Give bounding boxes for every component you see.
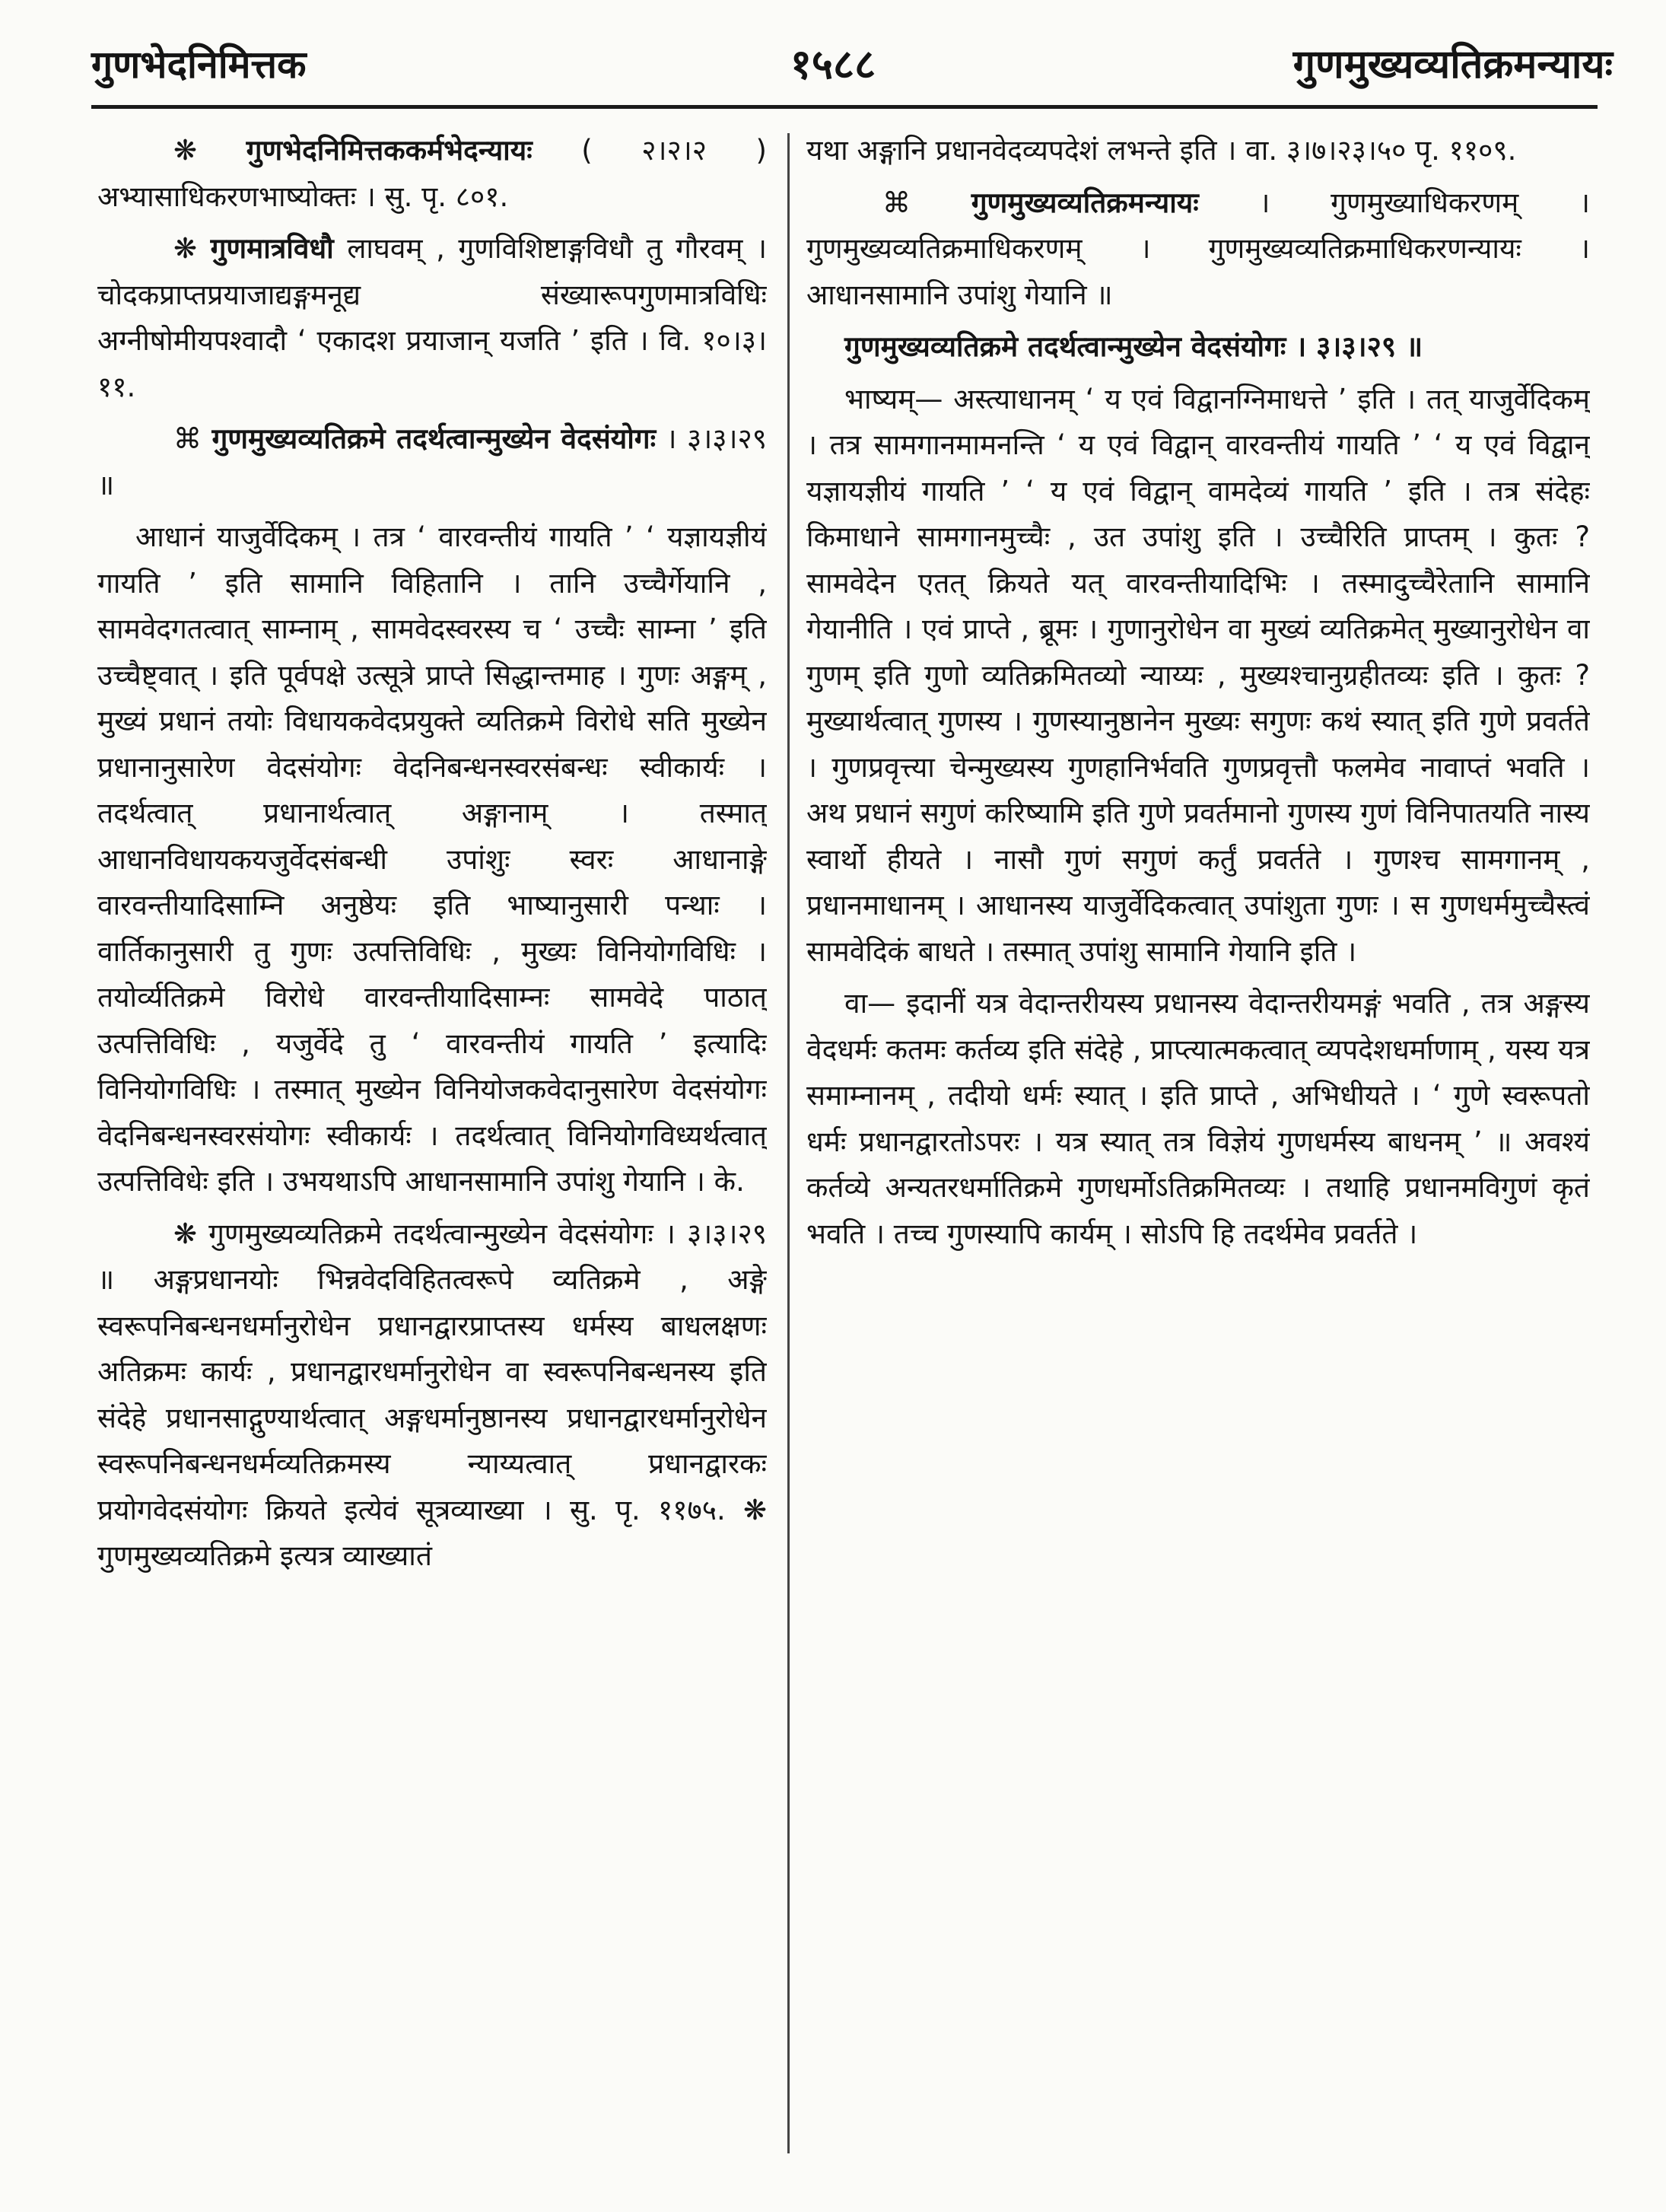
asterisk-icon: ❋ [173,232,198,265]
entry-text: लाघवम् , गुणविशिष्टाङ्गविधौ तु गौरवम् । चोदकप्राप्तप्रयाजाद्यङ्गमनूद्य संख्यारूपगुणमात्रविधिः अग्नीषोमीयपश्वादौ ‘ एकादश प्रयाजान् यजति ’ इति । वि. १०।३।११. [97,232,767,403]
entry-text: गुणमुख्यव्यतिक्रमे तदर्थत्वान्मुख्येन वेदसंयोगः । ३।३।२९ ॥ अङ्गप्रधानयोः भिन्नवेदविहितत्वरूपे व्यतिक्रमे , अङ्गे स्वरूपनिबन्धनधर्मानुरोधेन प्रधानद्वारप्राप्तस्य धर्मस्य बाधलक्षणः अतिक्रमः कार्यः , प्रधानद्वारधर्मानुरोधेन वा स्वरूपनिबन्धनस्य इति संदेहे प्रधानसाद्गुण्यार्थत्वात् अङ्गधर्मानुष्ठानस्य प्रधानद्वारधर्मानुरोधेन स्वरूपनिबन्धनधर्मव्यतिक्रमस्य न्याय्यत्वात् प्रधानद्वारकः प्रयोगवेदसंयोगः क्रियते इत्येवं सूत्रव्याख्या । सु. पृ. ११७५. ❋ गुणमुख्यव्यतिक्रमे इत्यत्र व्याख्यातं [97,1217,767,1572]
asterisk-icon: ❋ [173,134,198,167]
asterisk-icon: ❋ [173,1217,198,1250]
entry-heading: गुणमात्रविधौ [210,232,334,265]
entry-subodhini [97,1211,767,1580]
header-rule [91,105,1598,109]
entry-text: ( २।२।२ ) अभ्यासाधिकरणभाष्योक्तः । सु. पृ. ८०१. [97,134,767,213]
section-symbol-icon: ⌘ [173,422,202,455]
entry-heading: गुणमुख्यव्यतिक्रमे तदर्थत्वान्मुख्येन वेदसंयोगः [211,422,657,455]
left-column [97,128,767,2161]
bhashya-paragraph: भाष्यम्— अस्त्याधानम् ‘ य एवं विद्वानग्निमाधत्ते ’ इति । तत् याजुर्वेदिकम् । तत्र सामगानमामनन्ति ‘ य एवं विद्वान् वारवन्तीयं गायति ’ ‘ य एवं विद्वान् यज्ञायज्ञीयं गायति ’ ‘ य एवं विद्वान् वामदेव्यं गायति ’ इति । तत्र संदेहः किमाधाने सामगानमुच्चैः , उत उपांशु इति । उच्चैरिति प्राप्तम् । कुतः ? सामवेदेन एतत् क्रियते यत् वारवन्तीयादिभिः । तस्मादुच्चैरेतानि सामानि गेयानीति । एवं प्राप्ते , ब्रूमः । गुणानुरोधेन वा मुख्यं व्यतिक्रमेत् मुख्यानुरोधेन वा गुणम् इति गुणो व्यतिक्रमितव्यो न्याय्यः , मुख्यश्चानुग्रहीतव्यः इति । कुतः ? मुख्यार्थत्वात् गुणस्य । गुणस्यानुष्ठानेन मुख्यः सगुणः कथं स्यात् इति गुणे प्रवर्तते । गुणप्रवृत्त्या चेन्मुख्यस्य गुणहानिर्भवति गुणप्रवृत्तौ फलमेव नावाप्तं भवति । अथ प्रधानं सगुणं करिष्यामि इति गुणे प्रवर्तमानो गुणस्य गुणं विनिपातयति नास्य स्वार्थो हीयते । नासौ गुणं सगुणं कर्तुं प्रवर्तते । गुणश्च सामगानम् , प्रधानमाधानम् । आधानस्य याजुर्वेदिकत्वात् उपांशुता गुणः । स गुणधर्ममुच्चैस्त्वं सामवेदिकं बाधते । तस्मात् उपांशु सामानि गेयानि इति । [806,382,1590,968]
entry-gunamatra-vidhau [97,226,767,410]
sutra-heading: गुणमुख्यव्यतिक्रमे तदर्थत्वान्मुख्येन वेदसंयोगः । ३।३।२९ ॥ [844,330,1423,363]
running-header-right: गुणमुख्यव्यतिक्रमन्यायः [1292,42,1613,88]
right-column [806,128,1590,2161]
entry-sutra-heading [97,416,767,508]
entry-gunamukhya-vyatikrama-nyaya [806,180,1590,319]
vartika-paragraph: वा— इदानीं यत्र वेदान्तरीयस्य प्रधानस्य वेदान्तरीयमङ्गं भवति , तत्र अङ्गस्य वेदधर्मः कतमः कर्तव्य इति संदेहे , प्राप्त्यात्मकत्वात् व्यपदेशधर्माणाम् , यस्य यत्र समाम्नानम् , तदीयो धर्मः स्यात् । इति प्राप्ते , अभिधीयते । ‘ गुणे स्वरूपतो धर्मः प्रधानद्वारतोऽपरः । यत्र स्यात् तत्र विज्ञेयं गुणधर्मस्य बाधनम् ’ ॥ अवश्यं कर्तव्ये अन्यतरधर्मातिक्रमे गुणधर्मोऽतिक्रमितव्यः । तथाहि प्रधानमविगुणं कृतं भवति । तच्च गुणस्यापि कार्यम् । सोऽपि हि तदर्थमेव प्रवर्तते । [806,987,1590,1250]
entry-text: । ३।३।२९ ॥ [97,422,767,501]
continued-text: यथा अङ्गानि प्रधानवेदव्यपदेशं लभन्ते इति । वा. ३।७।२३।५० पृ. ११०९. [806,134,1517,167]
entry-gunabheda-nimittaka [97,128,767,220]
section-symbol-icon: ⌘ [882,186,911,219]
entry-heading: गुणमुख्यव्यतिक्रमन्यायः [971,186,1199,219]
entry-text: । गुणमुख्याधिकरणम् । गुणमुख्यव्यतिक्रमाधिकरणम् । गुणमुख्यव्यतिक्रमाधिकरणन्यायः । आधानसामानि उपांशु गेयानि ॥ [806,186,1590,311]
running-header-left: गुणभेदनिमित्तक [91,43,307,87]
entry-heading: गुणभेदनिमित्तककर्मभेदन्यायः [246,134,533,167]
column-divider [787,133,790,2153]
page-number: १५८८ [790,40,876,88]
commentary-paragraph: आधानं याजुर्वेदिकम् । तत्र ‘ वारवन्तीयं गायति ’ ‘ यज्ञायज्ञीयं गायति ’ इति सामानि विहितानि । तानि उच्चैर्गेयानि , सामवेदगतत्वात् साम्नाम् , सामवेदस्वरस्य च ‘ उच्चैः साम्ना ’ इति उच्चैष्ट्वात् । इति पूर्वपक्षे उत्सूत्रे प्राप्ते सिद्धान्तमाह । गुणः अङ्गम् , मुख्यं प्रधानं तयोः विधायकवेदप्रयुक्ते व्यतिक्रमे विरोधे सति मुख्येन प्रधानानुसारेण वेदसंयोगः वेदनिबन्धनस्वरसंबन्धः स्वीकार्यः । तदर्थत्वात् प्रधानार्थत्वात् अङ्गानाम् । तस्मात् आधानविधायकयजुर्वेदसंबन्धी उपांशुः स्वरः आधानाङ्गे वारवन्तीयादिसाम्नि अनुष्ठेयः इति भाष्यानुसारी पन्थाः । वार्तिकानुसारी तु गुणः उत्पत्तिविधिः , मुख्यः विनियोगविधिः । तयोर्व्यतिक्रमे विरोधे वारवन्तीयादिसाम्नः सामवेदे पाठात् उत्पत्तिविधिः , यजुर्वेदे तु ‘ वारवन्तीयं गायति ’ इत्यादिः विनियोगविधिः । तस्मात् मुख्येन विनियोजकवेदानुसारेण वेदसंयोगः वेदनिबन्धनस्वरसंयोगः स्वीकार्यः । तदर्थत्वात् विनियोगविध्यर्थत्वात् उत्पत्तिविधेः इति । उभयथाऽपि आधानसामानि उपांशु गेयानि । के. [97,520,767,1198]
